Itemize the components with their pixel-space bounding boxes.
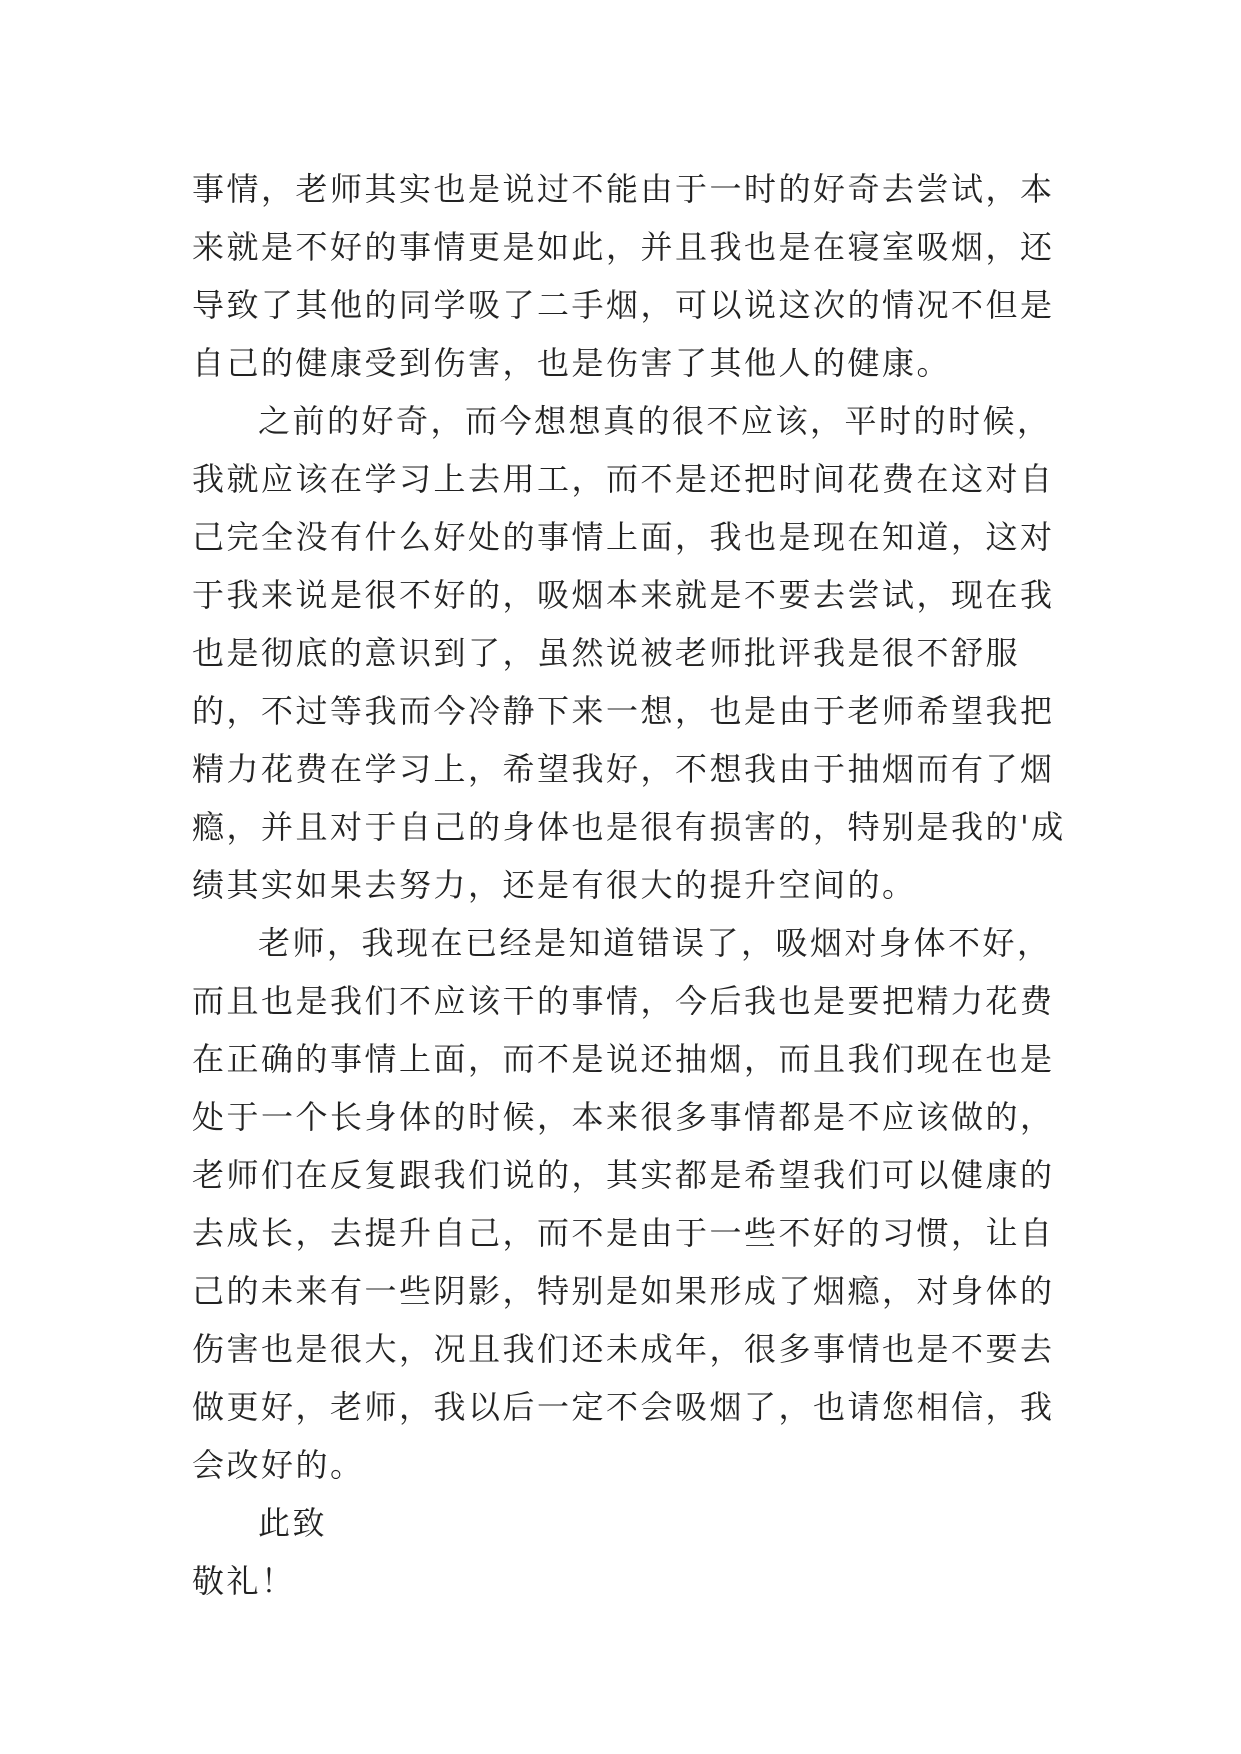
paragraph-continued: 事情，老师其实也是说过不能由于一时的好奇去尝试，本来就是不好的事情更是如此，并且我也是在寝室吸烟，还导致了其他的同学吸了二手烟，可以说这次的情况不但是自己的健康受到伤害，也是伤害了其他人的健康。 xyxy=(192,170,1055,382)
closing-phrase: 此致 xyxy=(258,1504,328,1542)
salutation: 敬礼！ xyxy=(192,1562,296,1600)
paragraph-curiosity: 之前的好奇，而今想想真的很不应该，平时的时候，我就应该在学习上去用工，而不是还把时间花费在这对自己完全没有什么好处的事情上面，我也是现在知道，这对于我来说是很不好的，吸烟本来就是不要去尝试，现在我也是彻底的意识到了，虽然说被老师批评我是很不舒服的，不过等我而今冷静下来一想，也是由于老师希望我把精力花费在学习上，希望我好，不想我由于抽烟而有了烟瘾，并且对于自己的身体也是很有损害的，特别是我的'成绩其实如果去努力，还是有很大的提升空间的。 xyxy=(192,402,1066,904)
paragraph-promise: 老师，我现在已经是知道错误了，吸烟对身体不好，而且也是我们不应该干的事情，今后我也是要把精力花费在正确的事情上面，而不是说还抽烟，而且我们现在也是处于一个长身体的时候，本来很多事情都是不应该做的，老师们在反复跟我们说的，其实都是希望我们可以健康的去成长，去提升自己，而不是由于一些不好的习惯，让自己的未来有一些阴影，特别是如果形成了烟瘾，对身体的伤害也是很大，况且我们还未成年，很多事情也是不要去做更好，老师，我以后一定不会吸烟了，也请您相信，我会改好的。 xyxy=(192,924,1055,1484)
letter-body xyxy=(192,160,1072,1610)
